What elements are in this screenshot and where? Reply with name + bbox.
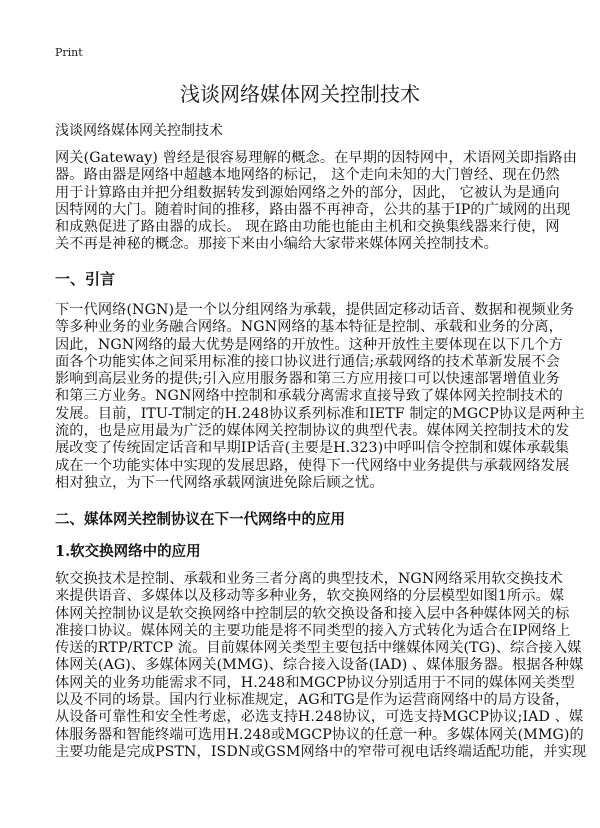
text-line: 因特网的大门。随着时间的推移，路由器不再神奇，公共的基于IP的广域网的出现 [55, 201, 571, 218]
text-line: 体网关控制协议是软交换网络中控制层的软交换设备和接入层中各种媒体网关的标 [55, 605, 570, 622]
text-line: 成在一个功能实体中实现的发展思路，使得下一代网络中业务提供与承载网络发展 [55, 457, 570, 474]
subsection-heading-softswitch: 1.软交换网络中的应用 [55, 543, 201, 560]
section-heading-application: 二、媒体网关控制协议在下一代网络中的应用 [55, 511, 345, 528]
text-line: 等多种业务的业务融合网络。NGN网络的基本特征是控制、承载和业务的分离， [55, 319, 563, 336]
text-line: 主要功能是完成PSTN，ISDN或GSM网络中的窄带可视电话终端适配功能，并实现 [55, 743, 587, 760]
text-line: 面各个功能实体之间采用标准的接口协议进行通信;承载网络的技术革新发展不会 [55, 353, 560, 370]
section1-paragraph [55, 302, 585, 492]
text-line: 相对独立，为下一代网络承载网演进免除后顾之忧。 [55, 474, 384, 491]
intro-paragraph [55, 150, 577, 254]
text-line: 准接口协议。媒体网关的主要功能是将不同类型的接入方式转化为适合在IP网络上 [55, 622, 571, 639]
text-line: 从设备可靠性和安全性考虑，必选支持H.248协议，可选支持MGCP协议;IAD 、媒 [55, 709, 584, 726]
text-line: 下一代网络(NGN)是一个以分组网络为承载，提供固定移动话音、数据和视频业务 [55, 302, 575, 318]
text-line: 体服务器和智能终端可选用H.248或MGCP协议的任意一种。多媒体网关(MMG)的 [55, 726, 584, 743]
text-line: 以及不同的场景。国内行业标准规定，AG和TG是作为运营商网络中的局方设备， [55, 692, 570, 709]
text-line: 体网关(AG)、多媒体网关(MMG)、综合接入设备(IAD) 、媒体服务器。根据各种媒 [55, 657, 584, 674]
print-label: Print [55, 46, 83, 59]
article-title: 浅谈网络媒体网关控制技术 [180, 82, 420, 106]
text-line: 流的，也是应用最为广泛的媒体网关控制协议的典型代表。媒体网关控制技术的发 [55, 423, 570, 440]
article-subtitle: 浅谈网络媒体网关控制技术 [55, 123, 223, 139]
text-line: 来提供语音、多媒体以及移动等多种业务，软交换网络的分层模型如图1所示。媒 [55, 588, 565, 605]
section-heading-intro: 一、引言 [55, 270, 116, 288]
text-line: 展改变了传统固定话音和早期IP话音(主要是H.323)中呼叫信令控制和媒体承载集 [55, 440, 569, 457]
text-line: 体网关的业务功能需求不同，H.248和MGCP协议分别适用于不同的媒体网关类型 [55, 674, 575, 691]
subsection1-paragraph [55, 571, 586, 761]
text-line: 器。路由器是网络中超越本地网络的标记， 这个走向未知的大门曾经、现在仍然 [55, 167, 560, 184]
text-line: 影响到高层业务的提供;引入应用服务器和第三方应用接口可以快速部署增值业务 [55, 371, 560, 388]
text-line: 和第三方业务。NGN网络中控制和承载分离需求直接导致了媒体网关控制技术的 [55, 388, 563, 405]
text-line: 软交换技术是控制、承载和业务三者分离的典型技术，NGN网络采用软交换技术 [55, 571, 563, 587]
text-line: 传送的RTP/RTCP 流。目前媒体网关类型主要包括中继媒体网关(TG)、综合接入媒 [55, 640, 582, 657]
text-line: 发展。目前，ITU-T制定的H.248协议系列标准和IETF 制定的MGCP协议是两种主 [55, 405, 585, 422]
text-line: 网关(Gateway) 曾经是很容易理解的概念。在早期的因特网中，术语网关即指路由 [55, 150, 578, 166]
text-line: 用于计算路由并把分组数据转发到源始网络之外的部分，因此， 它被认为是通向 [55, 184, 560, 201]
text-line: 和成熟促进了路由器的成长。 现在路由功能也能由主机和交换集线器来行使，网 [55, 219, 560, 236]
text-line: 关不再是神秘的概念。那接下来由小编给大家带来媒体网关控制技术。 [55, 236, 498, 253]
text-line: 因此，NGN网络的最大优势是网络的开放性。这种开放性主要体现在以下几个方 [55, 336, 563, 353]
